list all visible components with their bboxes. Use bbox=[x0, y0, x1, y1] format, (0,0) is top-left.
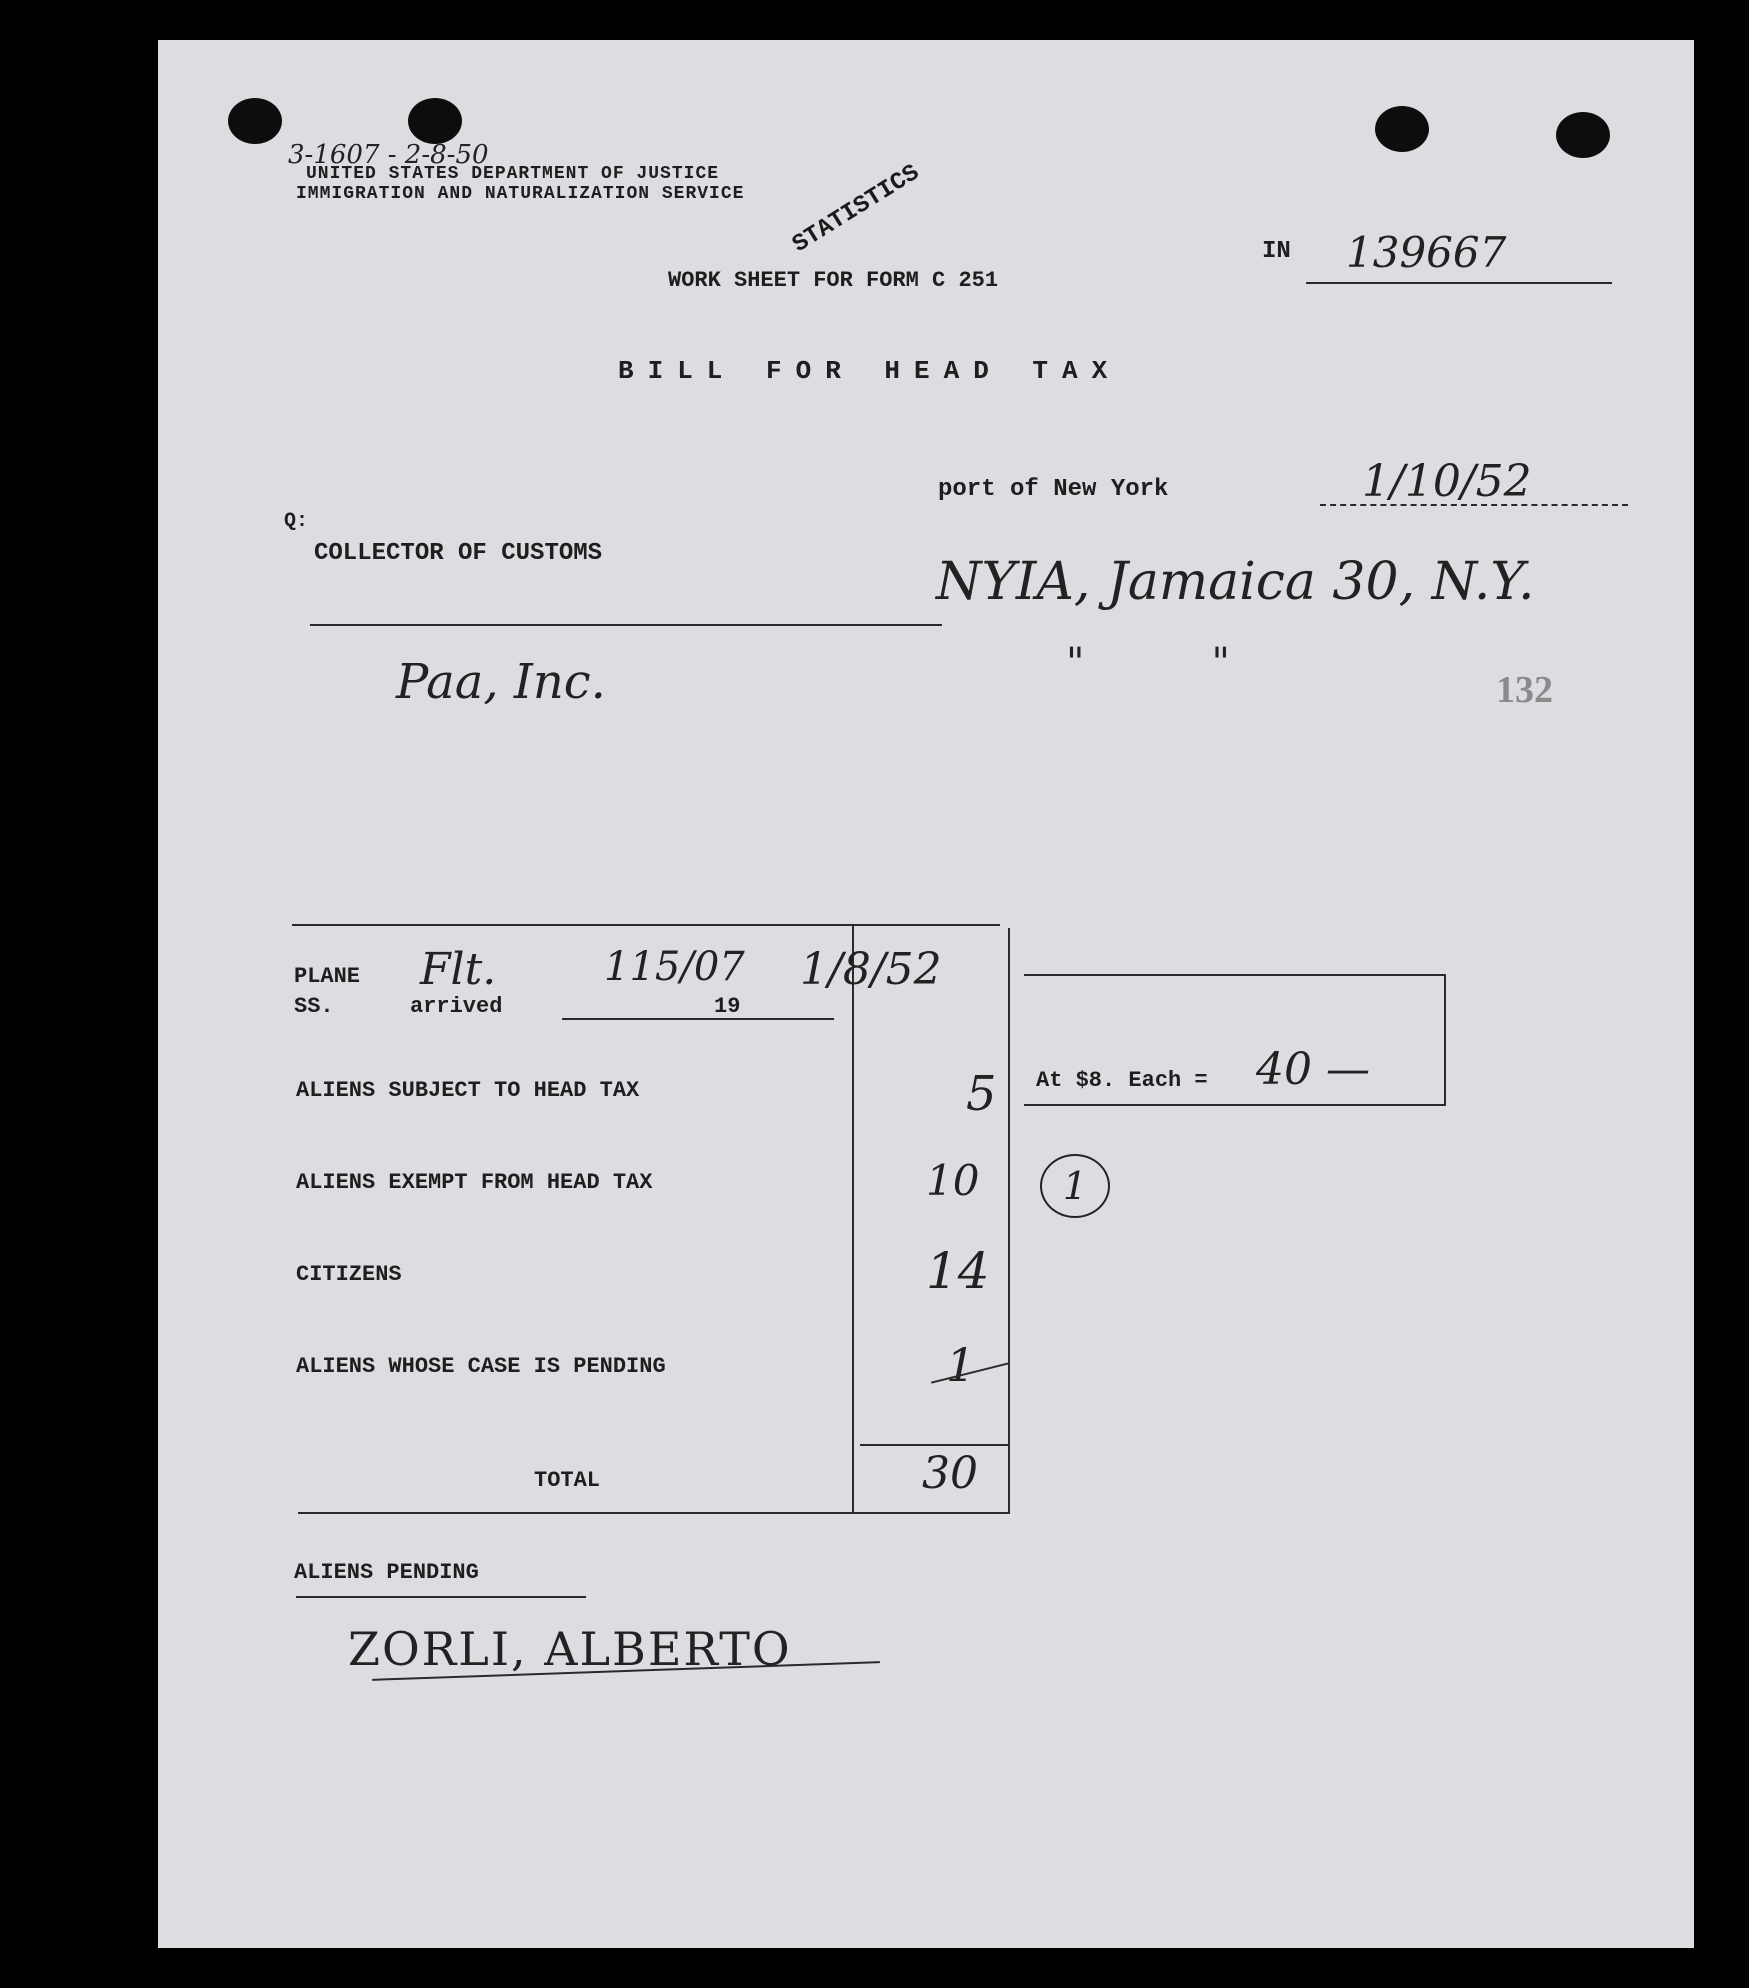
circled-note: 1 bbox=[1040, 1154, 1110, 1218]
citizens-label: CITIZENS bbox=[296, 1262, 402, 1287]
plane-label: PLANE bbox=[294, 964, 361, 989]
pending-count-value: 1 bbox=[946, 1338, 976, 1392]
ditto-marks: " " bbox=[1066, 640, 1230, 686]
bill-title: BILL FOR HEAD TAX bbox=[618, 356, 1122, 386]
pending-count-label: ALIENS WHOSE CASE IS PENDING bbox=[296, 1354, 666, 1379]
punch-hole-1 bbox=[228, 98, 282, 144]
to-label: Q: bbox=[284, 510, 309, 533]
location-line: NYIA, Jamaica 30, N.Y. bbox=[936, 552, 1535, 612]
punch-hole-4 bbox=[1556, 112, 1610, 158]
service-name: IMMIGRATION AND NATURALIZATION SERVICE bbox=[296, 184, 745, 204]
citizens-value: 14 bbox=[926, 1242, 990, 1300]
flight-label: Flt. bbox=[420, 944, 497, 995]
arrived-label: arrived bbox=[410, 994, 503, 1019]
arrival-date: 1/8/52 bbox=[800, 944, 942, 995]
ss-label: SS. bbox=[294, 994, 334, 1019]
table-inner-divider bbox=[852, 924, 854, 1512]
year-prefix: 19 bbox=[714, 994, 741, 1019]
aliens-pending-label: ALIENS PENDING bbox=[294, 1560, 479, 1585]
department-name: UNITED STATES DEPARTMENT OF JUSTICE bbox=[306, 164, 720, 184]
total-value: 30 bbox=[922, 1448, 978, 1499]
table-top-rule bbox=[292, 924, 1000, 926]
total-label: TOTAL bbox=[534, 1468, 601, 1493]
carrier-name: Paa, Inc. bbox=[396, 654, 606, 710]
in-number-underline bbox=[1306, 282, 1612, 284]
punch-hole-3 bbox=[1375, 106, 1429, 152]
subject-label: ALIENS SUBJECT TO HEAD TAX bbox=[296, 1078, 640, 1103]
table-right-border bbox=[1008, 928, 1010, 1514]
exempt-value: 10 bbox=[926, 1156, 980, 1205]
punch-hole-2 bbox=[408, 98, 462, 144]
worksheet-title: WORK SHEET FOR FORM C 251 bbox=[668, 268, 999, 293]
exempt-label: ALIENS EXEMPT FROM HEAD TAX bbox=[296, 1170, 653, 1195]
aliens-pending-underline bbox=[296, 1596, 586, 1598]
flight-number: 115/07 bbox=[604, 944, 745, 990]
in-number: 139667 bbox=[1346, 228, 1507, 277]
pending-alien-name: ZORLI, ALBERTO bbox=[348, 1622, 792, 1676]
bill-date-underline bbox=[1320, 504, 1628, 506]
arrived-underline bbox=[562, 1018, 834, 1020]
total-rule bbox=[860, 1444, 1008, 1446]
subject-value: 5 bbox=[966, 1066, 997, 1122]
rate-amount: 40 — bbox=[1256, 1044, 1370, 1095]
collector-label: COLLECTOR OF CUSTOMS bbox=[314, 540, 603, 567]
stamp-number: 132 bbox=[1496, 669, 1553, 711]
rate-label: At $8. Each = bbox=[1036, 1068, 1208, 1093]
bill-date: 1/10/52 bbox=[1362, 456, 1532, 507]
collector-underline bbox=[310, 624, 942, 626]
form-code: 3-1607 - 2-8-50 bbox=[288, 140, 489, 170]
table-bottom-rule bbox=[298, 1512, 1010, 1514]
port-label: port of New York bbox=[938, 476, 1169, 503]
statistics-stamp: STATISTICS bbox=[788, 159, 925, 259]
in-label: IN bbox=[1262, 238, 1291, 265]
